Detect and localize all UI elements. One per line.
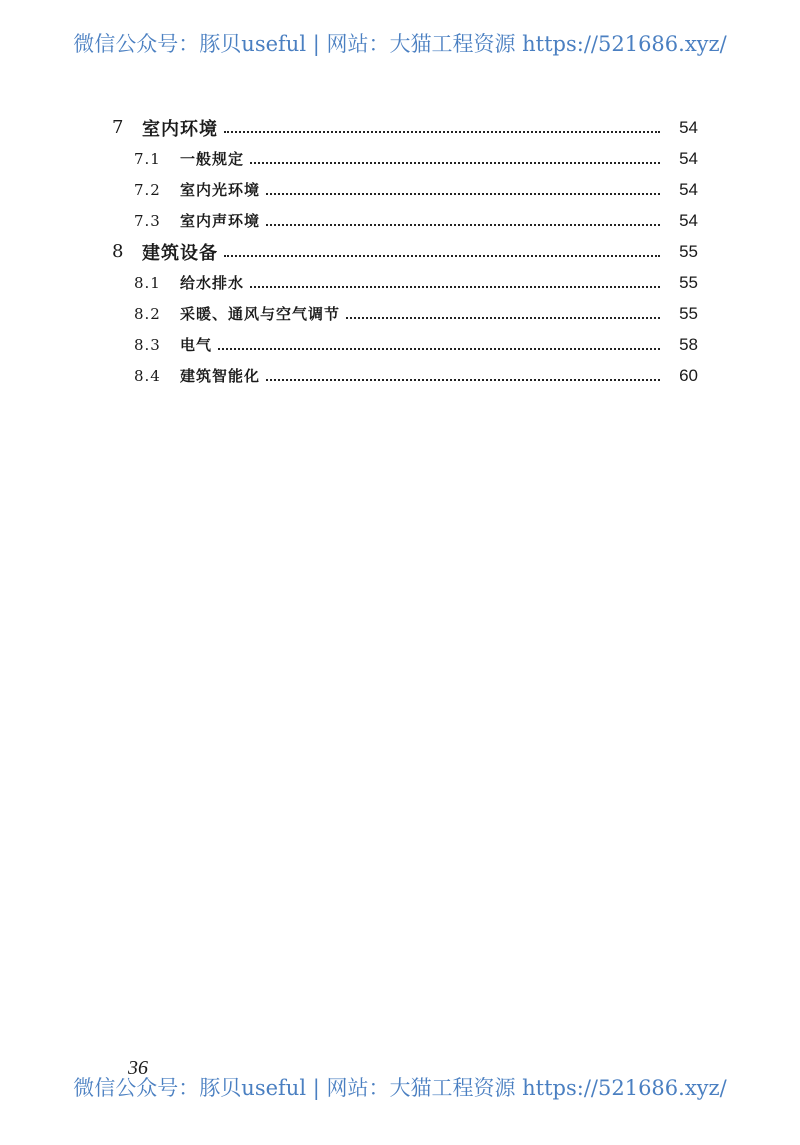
toc-entry bbox=[112, 298, 698, 329]
toc-entry-number: 7.2 bbox=[134, 180, 161, 199]
toc-entry bbox=[112, 329, 698, 360]
toc-leader-dots bbox=[266, 191, 660, 195]
toc-entry-number: 7 bbox=[112, 117, 124, 138]
toc-entry bbox=[112, 143, 698, 174]
toc-entry-number: 8.3 bbox=[134, 335, 161, 354]
toc-entry bbox=[112, 236, 698, 267]
toc-leader-dots bbox=[224, 129, 660, 133]
toc-entry bbox=[112, 174, 698, 205]
toc-entry-number: 8.1 bbox=[134, 273, 161, 292]
toc-entry-page: 55 bbox=[679, 241, 698, 261]
toc-entry bbox=[112, 267, 698, 298]
toc-entry-number: 7.1 bbox=[134, 149, 161, 168]
toc-entry-page: 54 bbox=[679, 210, 698, 230]
toc-entry-page: 58 bbox=[679, 334, 698, 354]
toc-entry-page: 60 bbox=[679, 365, 698, 385]
toc-entry-page: 54 bbox=[679, 148, 698, 168]
toc-entry bbox=[112, 112, 698, 143]
toc-entry-title: 室内光环境 bbox=[180, 181, 261, 199]
toc-entry-title: 一般规定 bbox=[180, 150, 245, 168]
toc-entry-page: 55 bbox=[679, 303, 698, 323]
toc-entry-number: 7.3 bbox=[134, 211, 161, 230]
toc-entry-number: 8.2 bbox=[134, 304, 161, 323]
toc-entry-title: 建筑智能化 bbox=[180, 367, 261, 385]
toc-entry-number: 8.4 bbox=[134, 366, 161, 385]
toc-leader-dots bbox=[250, 284, 660, 288]
toc-entry-title: 室内声环境 bbox=[180, 212, 261, 230]
watermark-header: 微信公众号：豚贝useful | 网站：大猫工程资源 https://521686.xyz/ bbox=[73, 32, 727, 56]
page-number: 36 bbox=[128, 1057, 148, 1079]
toc-entry-title: 采暖、通风与空气调节 bbox=[180, 305, 341, 323]
toc-entry-title: 电气 bbox=[180, 336, 213, 354]
toc-leader-dots bbox=[266, 222, 660, 226]
toc-entry bbox=[112, 360, 698, 391]
toc-entry-page: 55 bbox=[679, 272, 698, 292]
toc-entry-title: 给水排水 bbox=[180, 274, 245, 292]
toc-leader-dots bbox=[224, 253, 660, 257]
table-of-contents bbox=[112, 112, 698, 391]
toc-entry-title: 室内环境 bbox=[142, 118, 218, 140]
watermark-footer: 微信公众号：豚贝useful | 网站：大猫工程资源 https://521686.xyz/ bbox=[73, 1076, 727, 1100]
toc-entry bbox=[112, 205, 698, 236]
toc-leader-dots bbox=[218, 346, 660, 350]
toc-entry-title: 建筑设备 bbox=[142, 242, 218, 264]
toc-entry-page: 54 bbox=[679, 179, 698, 199]
toc-entry-number: 8 bbox=[112, 241, 124, 262]
toc-entry-page: 54 bbox=[679, 117, 698, 137]
toc-leader-dots bbox=[250, 160, 660, 164]
toc-leader-dots bbox=[346, 315, 660, 319]
toc-leader-dots bbox=[266, 377, 660, 381]
